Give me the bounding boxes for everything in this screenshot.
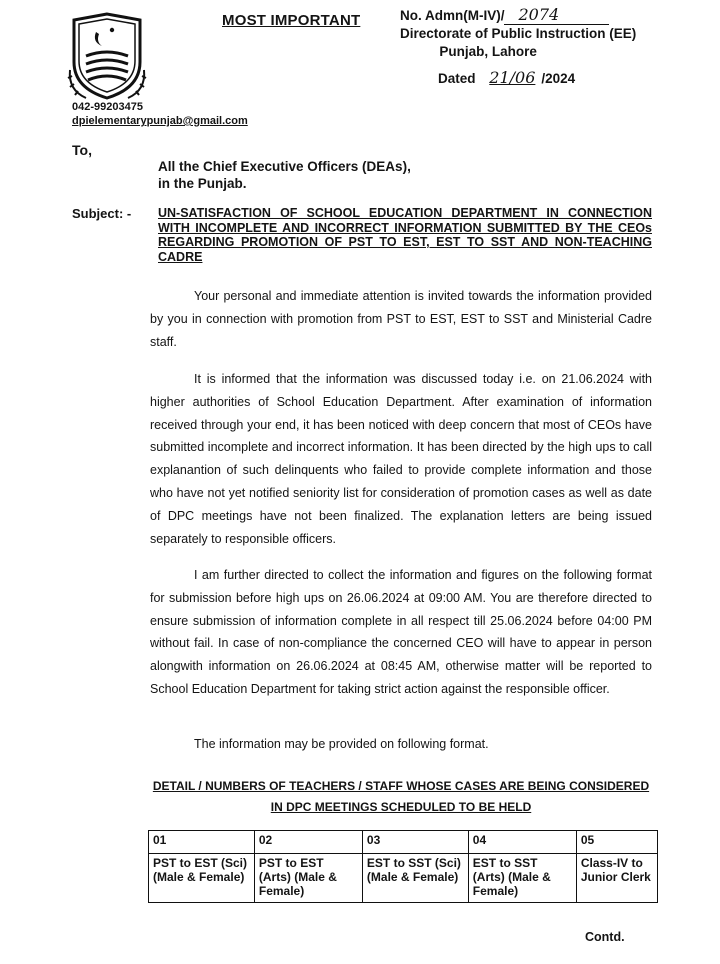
table-header-cell: 02	[254, 831, 362, 854]
dated-handwritten: 21/06	[489, 68, 536, 87]
table-title: DETAIL / NUMBERS OF TEACHERS / STAFF WHOSE CASES ARE BEING CONSIDERED IN DPC MEETINGS SCHEDULED TO BE HELD	[152, 779, 650, 814]
table-header-cell: 04	[468, 831, 576, 854]
most-important-heading: MOST IMPORTANT	[222, 12, 361, 29]
paragraph-4: The information may be provided on following format.	[194, 737, 489, 751]
punjab-government-logo	[66, 10, 148, 102]
phone-number: 042-99203475	[72, 101, 143, 113]
table-header-cell: 03	[362, 831, 468, 854]
to-label: To,	[72, 142, 92, 158]
addressee-line-1: All the Chief Executive Officers (DEAs),	[158, 159, 411, 174]
paragraph-2: It is informed that the information was discussed today i.e. on 21.06.2024 with higher authorities of School Education Department. After examination of information received through your end, it has been noticed with deep concern that most of CEOs have submitted incomplete and incorrect information. It has been directed by the high ups to call explanantion of such delinquents who failed to provide complete information and those who have not yet notified seniority list for consideration of promotion cases as well as date of DPC meetings have not been finalized. The explanation letters are being issued separately to responsible officers.	[150, 372, 652, 546]
table-header-cell: 01	[149, 831, 255, 854]
table-header-row	[149, 831, 658, 854]
email-link[interactable]: dpielementarypunjab@gmail.com	[72, 115, 248, 127]
directorate-name: Directorate of Public Instruction (EE)	[400, 26, 637, 41]
directorate-block	[400, 6, 636, 61]
table-cell: EST to SST (Arts) (Male & Female)	[468, 854, 576, 903]
table-cell: Class-IV to Junior Clerk	[576, 854, 657, 903]
paragraph-3: I am further directed to collect the information and figures on the following format for submission before high ups on 26.06.2024 at 09:00 AM. You are therefore directed to ensure submission of information complete in all respect till 25.06.2024 before 04:00 PM without fail. In case of non-compliance the concerned CEO will have to appear in person alongwith information on 26.06.2024 at 08:45 AM, otherwise matter will be reported to School Education Department for taking strict action against the responsible officer.	[150, 568, 652, 696]
format-table	[148, 830, 658, 903]
dated-year: /2024	[541, 71, 576, 86]
continued-label: Contd.	[585, 930, 625, 944]
table-row	[149, 854, 658, 903]
order-number-label: No. Admn(M-IV)/	[400, 8, 505, 23]
subject-label: Subject: -	[72, 206, 132, 221]
order-number-line	[400, 6, 636, 25]
addressee-line-2: in the Punjab.	[158, 176, 247, 191]
dated-line	[438, 68, 575, 87]
table-header-cell: 05	[576, 831, 657, 854]
dated-label: Dated	[438, 71, 476, 86]
table-cell: PST to EST (Sci) (Male & Female)	[149, 854, 255, 903]
addressee	[158, 158, 411, 192]
directorate-city: Punjab, Lahore	[439, 44, 537, 59]
order-number-handwritten: 2074	[504, 5, 609, 25]
paragraph-1: Your personal and immediate attention is invited towards the information provided by you in connection with promotion from PST to EST, EST to SST and Ministerial Cadre staff.	[150, 289, 652, 349]
table-cell: EST to SST (Sci) (Male & Female)	[362, 854, 468, 903]
table-cell: PST to EST (Arts) (Male & Female)	[254, 854, 362, 903]
subject-text: UN-SATISFACTION OF SCHOOL EDUCATION DEPARTMENT IN CONNECTION WITH INCOMPLETE AND INCORRECT INFORMATION SUBMITTED BY THE CEOs REGARDING PROMOTION OF PST TO EST, EST TO SST AND NON-TEACHING CADRE	[158, 206, 652, 264]
contact-block	[72, 100, 248, 128]
